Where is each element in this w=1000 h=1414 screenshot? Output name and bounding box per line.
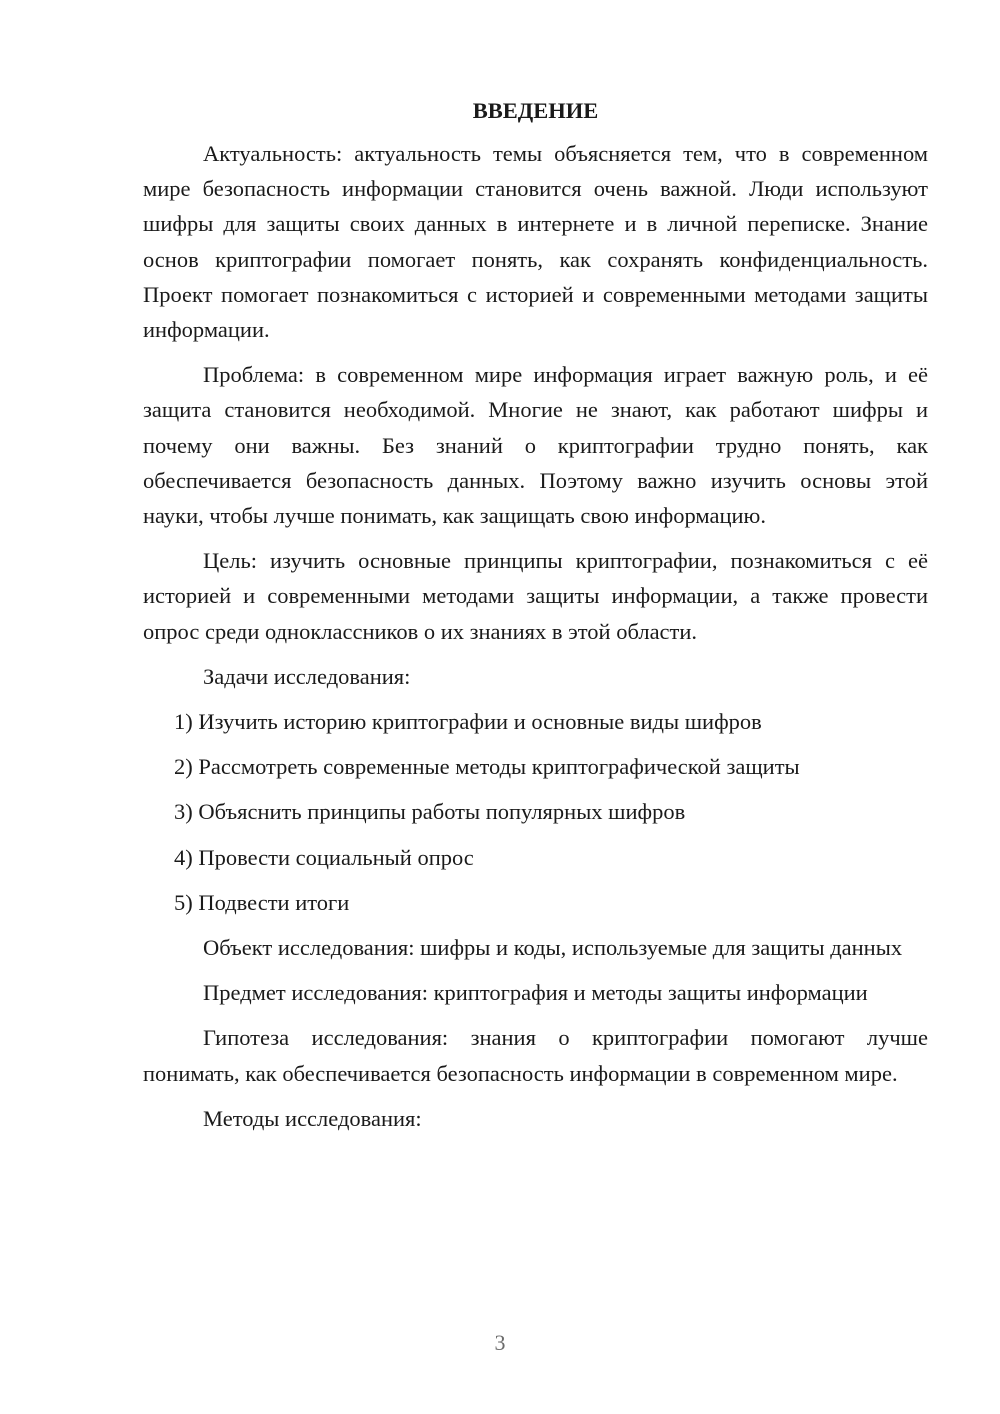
section-title: ВВЕДЕНИЕ [472,98,599,123]
methods-heading: Методы исследования: [203,1105,422,1131]
task-item: 2) Рассмотреть современные методы криптографической защиты [174,754,800,780]
paragraph-object: Объект исследования: шифры и коды, используемые для защиты данных [203,935,903,961]
paragraph-subject: Предмет исследования: криптография и методы защиты информации [203,980,868,1006]
paragraph-problem: Проблема: в современном мире информация играет важную роль, и её защита становится необходимой. Многие не знают, как работают шифры и почему они важны. Без знаний о криптографии трудно понять, как обеспечивается безопасность данных. Поэтому важно изучить основы этой науки, чтобы лучше понимать, как защищать свою информацию. [143,362,928,529]
task-item: 3) Объяснить принципы работы популярных шифров [174,799,686,825]
tasks-heading: Задачи исследования: [203,663,411,689]
tasks-list [143,704,928,920]
task-item: 1) Изучить историю криптографии и основные виды шифров [174,709,762,735]
paragraph-hypothesis: Гипотеза исследования: знания о криптографии помогают лучше понимать, как обеспечивается безопасность информации в современном мире. [143,1025,928,1086]
paragraph-goal: Цель: изучить основные принципы криптографии, познакомиться с её историей и современными методами защиты информации, а также провести опрос среди одноклассников о их знаниях в этой области. [143,548,928,644]
document-page [143,96,928,1146]
paragraph-relevance: Актуальность: актуальность темы объясняется тем, что в современном мире безопасность информации становится очень важной. Люди используют шифры для защиты своих данных в интернете и в личной переписке. Знание основ криптографии помогает понять, как сохранять конфиденциальность. Проект помогает познакомиться с историей и современными методами защиты информации. [143,141,928,343]
task-item: 4) Провести социальный опрос [174,844,474,870]
page-number: 3 [494,1330,506,1355]
task-item: 5) Подвести итоги [174,889,350,915]
